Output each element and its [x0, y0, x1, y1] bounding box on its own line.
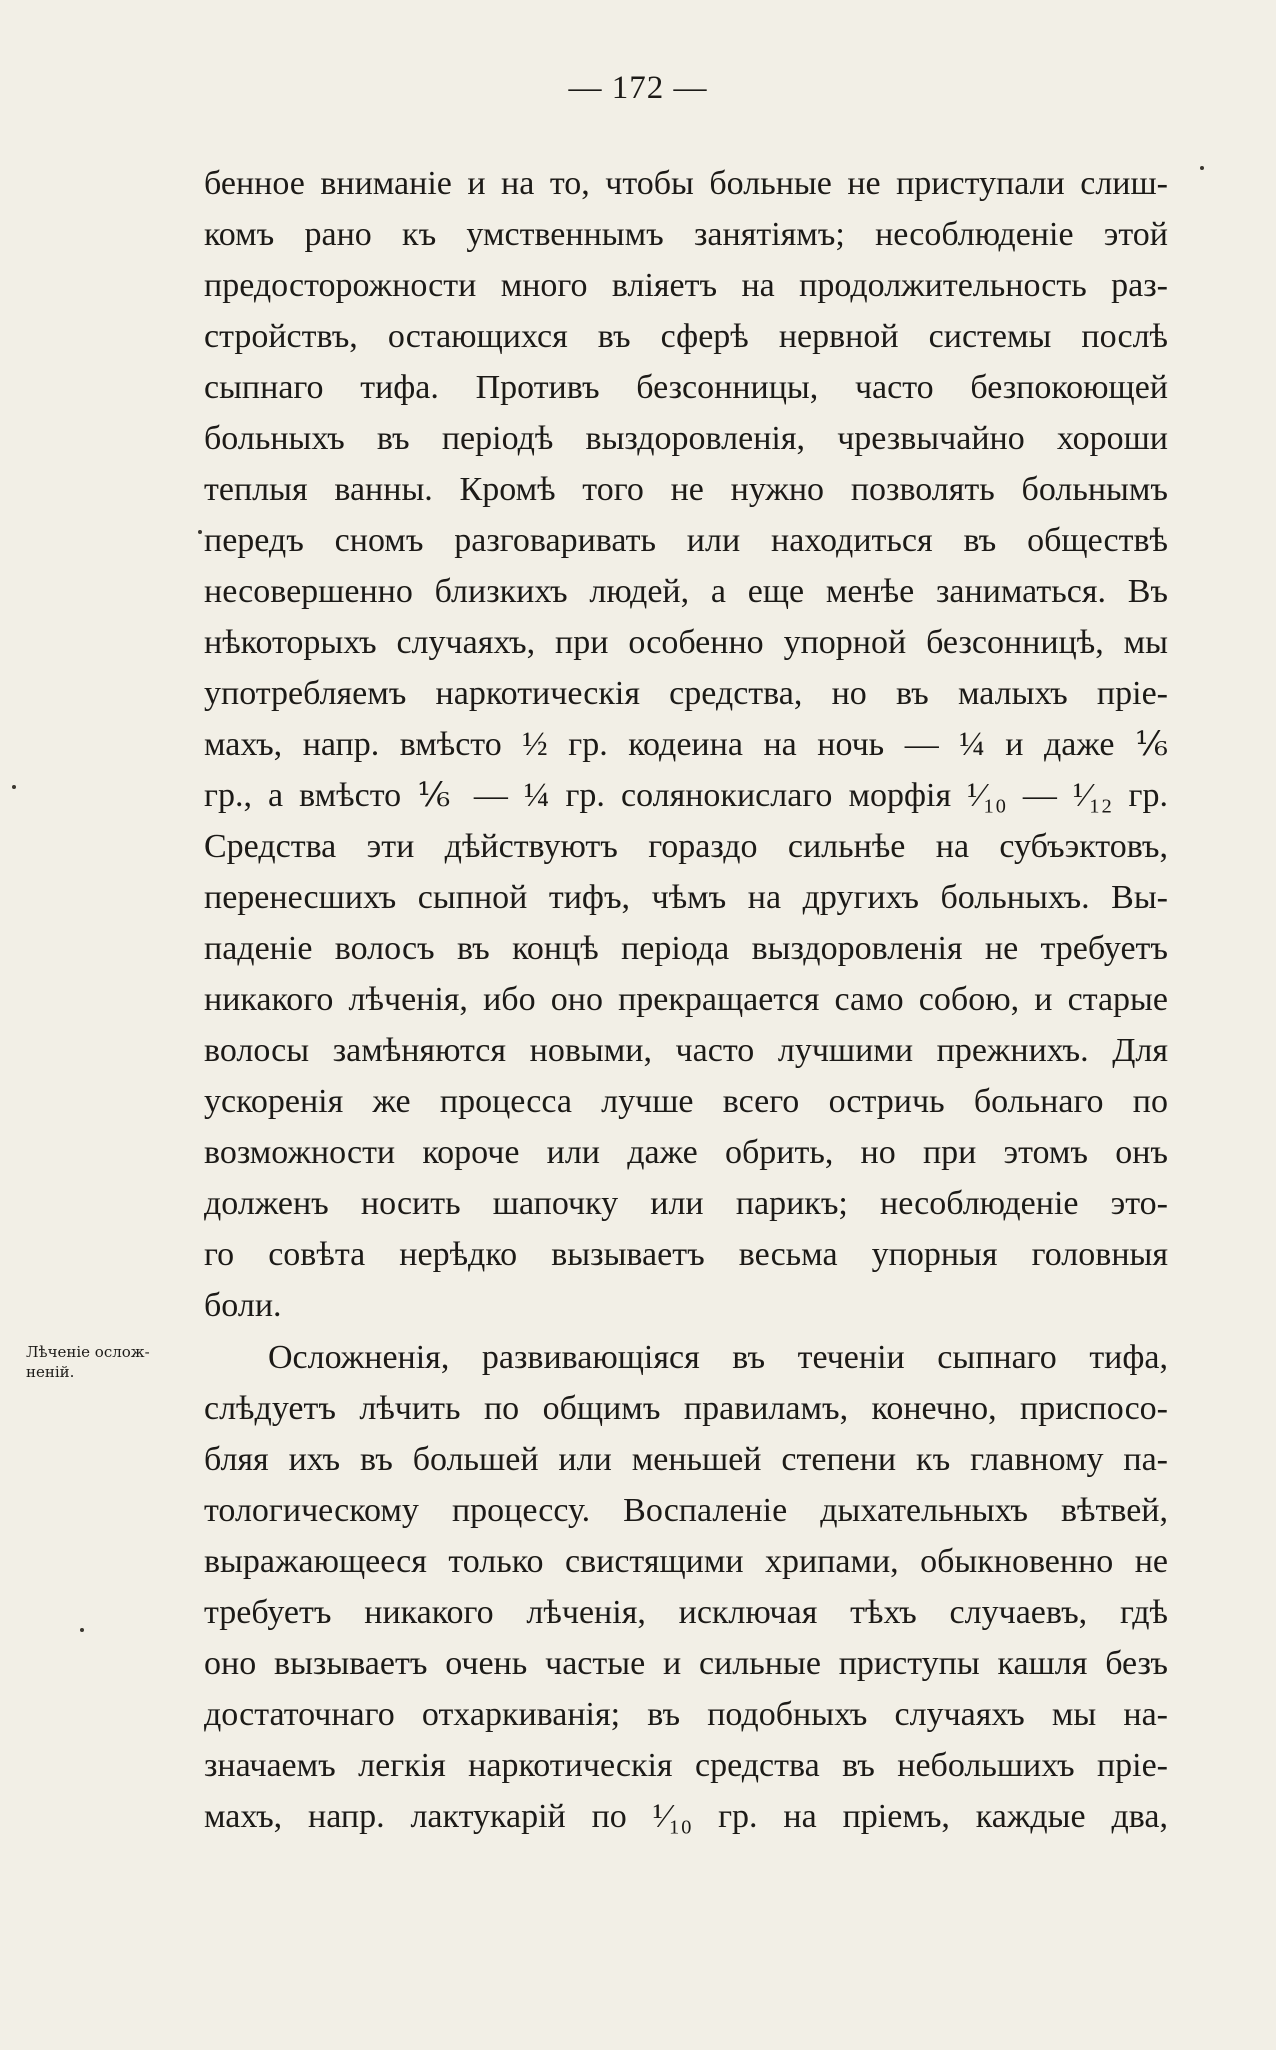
text-line: оно вызываетъ очень частые и сильные приступы кашля безъ: [204, 1645, 1168, 1682]
page-number: — 172 —: [568, 70, 708, 106]
text-line: слѣдуетъ лѣчить по общимъ правиламъ, конечно, приспосо-: [204, 1390, 1168, 1427]
text-line: никакого лѣченія, ибо оно прекращается само собою, и старые: [204, 981, 1168, 1018]
text-line: стройствъ, остающихся въ сферѣ нервной системы послѣ: [204, 318, 1168, 355]
text-line: предосторожности много вліяетъ на продолжительность раз-: [204, 267, 1168, 304]
text-line: выражающееся только свистящими хрипами, обыкновенно не: [204, 1543, 1168, 1580]
text-line: бенное вниманіе и на то, чтобы больные не приступали слиш-: [204, 165, 1168, 202]
text-line: употребляемъ наркотическія средства, но въ малыхъ пріе-: [204, 675, 1168, 712]
text-line: долженъ носить шапочку или парикъ; несоблюденіе это-: [204, 1185, 1168, 1222]
text-line: нѣкоторыхъ случаяхъ, при особенно упорной безсонницѣ, мы: [204, 624, 1168, 661]
text-line: паденіе волосъ въ концѣ періода выздоровленія не требуетъ: [204, 930, 1168, 967]
margin-note-line: Лѣченіе ослож-: [26, 1343, 150, 1361]
text-line: боли.: [204, 1287, 282, 1324]
print-speck: [12, 785, 16, 789]
text-line: достаточнаго отхаркиванія; въ подобныхъ случаяхъ мы на-: [204, 1696, 1168, 1733]
print-speck: [1200, 166, 1204, 170]
text-line: теплыя ванны. Кромѣ того не нужно позволять больнымъ: [204, 471, 1168, 508]
margin-note: [26, 1342, 196, 1382]
print-speck: [80, 1628, 84, 1632]
text-line: комъ рано къ умственнымъ занятіямъ; несоблюденіе этой: [204, 216, 1168, 253]
text-line: ускоренія же процесса лучше всего остричь больнаго по: [204, 1083, 1168, 1120]
text-line: перенесшихъ сыпной тифъ, чѣмъ на другихъ больныхъ. Вы-: [204, 879, 1168, 916]
text-line: махъ, напр. лактукарій по ¹⁄₁₀ гр. на пріемъ, каждые два,: [204, 1798, 1168, 1835]
margin-note-line: неній.: [26, 1363, 75, 1381]
print-speck: [198, 530, 202, 534]
text-line: Осложненія, развивающіяся въ теченіи сыпнаго тифа,: [268, 1339, 1168, 1376]
text-line: бляя ихъ въ большей или меньшей степени къ главному па-: [204, 1441, 1168, 1478]
text-line: тологическому процессу. Воспаленіе дыхательныхъ вѣтвей,: [204, 1492, 1168, 1529]
text-line: больныхъ въ періодѣ выздоровленія, чрезвычайно хороши: [204, 420, 1168, 457]
text-line: возможности короче или даже обрить, но при этомъ онъ: [204, 1134, 1168, 1171]
text-line: махъ, напр. вмѣсто ½ гр. кодеина на ночь — ¼ и даже ⅙: [204, 726, 1168, 763]
text-line: сыпнаго тифа. Противъ безсонницы, часто безпокоющей: [204, 369, 1168, 406]
text-line: гр., а вмѣсто ⅙ — ¼ гр. солянокислаго морфія ¹⁄₁₀ — ¹⁄₁₂ гр.: [204, 777, 1168, 814]
text-line: волосы замѣняются новыми, часто лучшими прежнихъ. Для: [204, 1032, 1168, 1069]
text-line: го совѣта нерѣдко вызываетъ весьма упорныя головныя: [204, 1236, 1168, 1273]
text-line: требуетъ никакого лѣченія, исключая тѣхъ случаевъ, гдѣ: [204, 1594, 1168, 1631]
text-line: передъ сномъ разговаривать или находиться въ обществѣ: [204, 522, 1168, 559]
text-line: значаемъ легкія наркотическія средства въ небольшихъ пріе-: [204, 1747, 1168, 1784]
text-line: несовершенно близкихъ людей, а еще менѣе заниматься. Въ: [204, 573, 1168, 610]
text-line: Средства эти дѣйствуютъ гораздо сильнѣе на субъэктовъ,: [204, 828, 1168, 865]
